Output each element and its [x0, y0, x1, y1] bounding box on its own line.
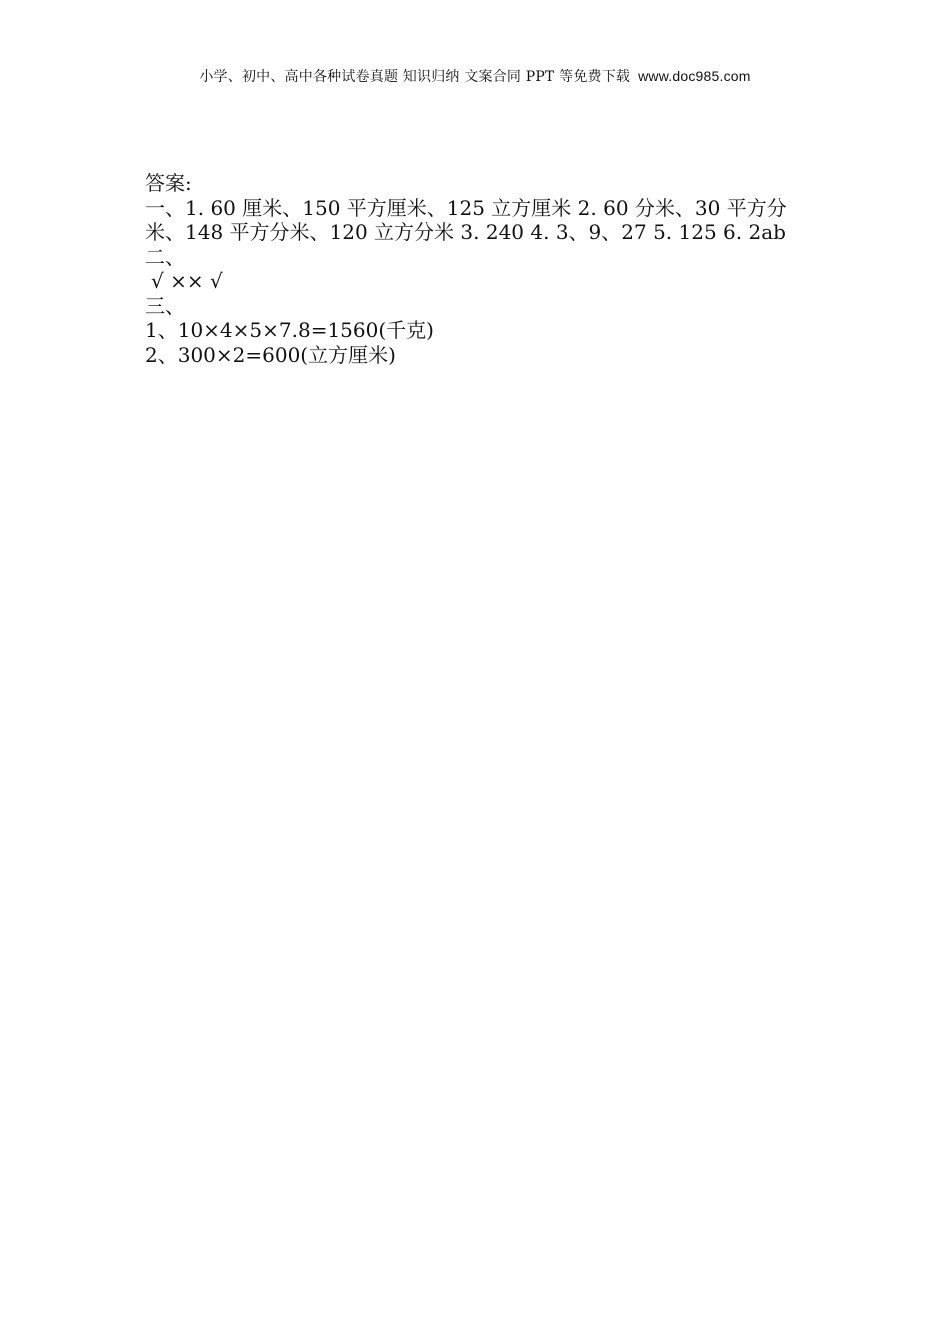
header-text: 小学、初中、高中各种试卷真题 知识归纳 文案合同 PPT 等免费下载 [199, 69, 631, 85]
section-1 [145, 196, 815, 245]
section-2-marks: √ ×× √ [151, 269, 223, 293]
page-header [0, 66, 950, 87]
answer-title: 答案: [145, 171, 192, 195]
section-1-text: 1. 60 厘米、150 平方厘米、125 立方厘米 2. 60 分米、30 平方分米、148 平方分米、120 立方分米 3. 240 4. 3、9、27 5. 125 6. 2ab [145, 195, 787, 244]
section-3-item-1: 1、10×4×5×7.8=1560(千克) [145, 318, 434, 342]
section-3-label: 三、 [145, 293, 185, 318]
section-3-item-2: 2、300×2=600(立方厘米) [145, 342, 396, 367]
section-1-label: 一、 [145, 195, 185, 220]
section-2-label: 二、 [145, 244, 185, 269]
answer-content [145, 171, 815, 367]
header-site: www.doc985.com [638, 68, 751, 84]
